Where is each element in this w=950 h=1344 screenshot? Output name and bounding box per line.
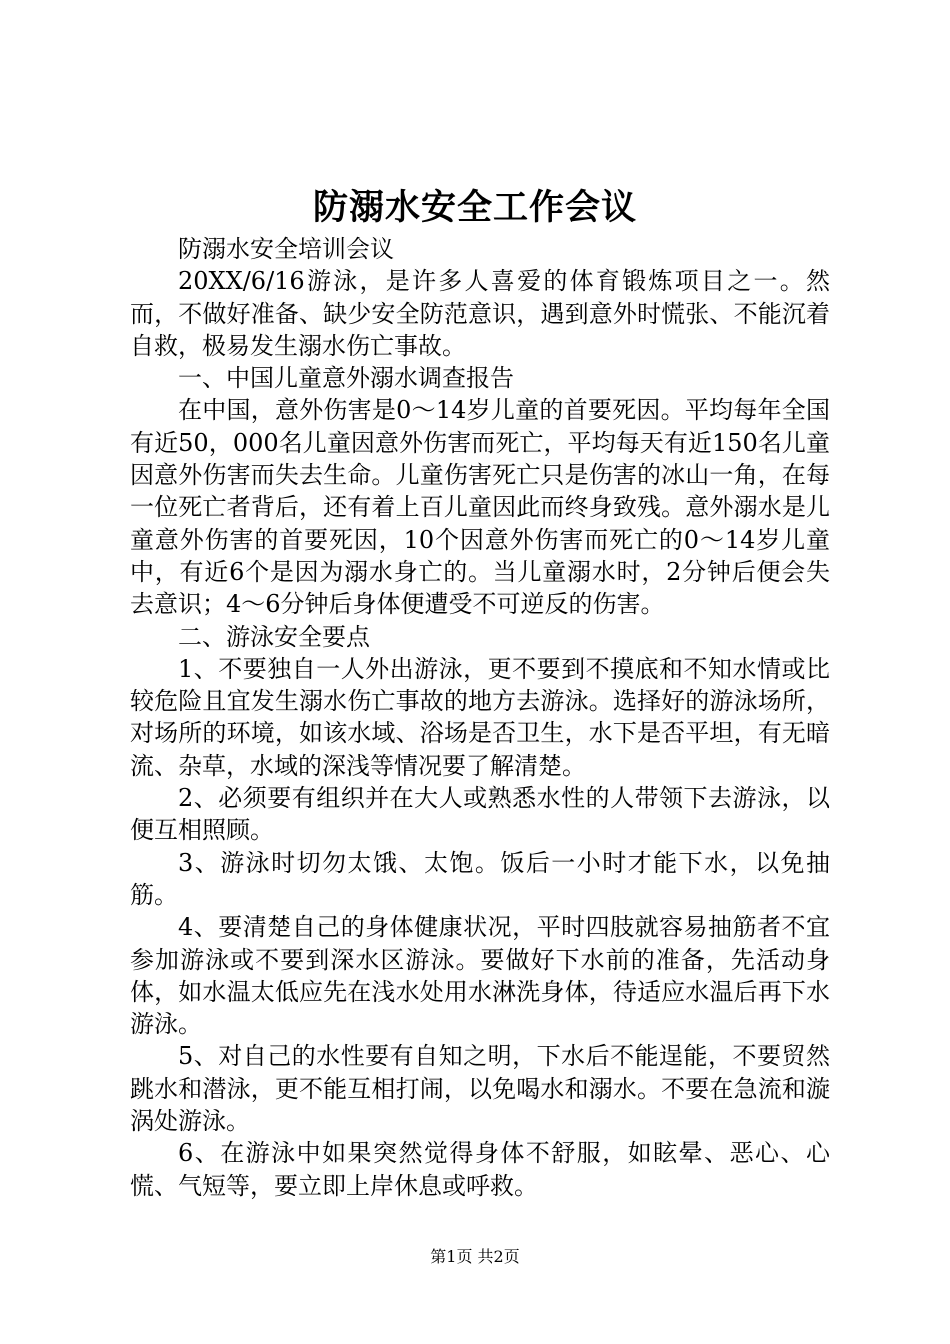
safety-point-2: 2、必须要有组织并在大人或熟悉水性的人带领下去游泳，以便互相照顾。 (130, 784, 830, 845)
safety-point-1: 1、不要独自一人外出游泳，更不要到不摸底和不知水情或比较危险且宜发生溺水伤亡事故的地方去游泳。选择好的游泳场所，对场所的环境，如该水域、浴场是否卫生，水下是否平坦，有无暗流、杂草，水域的深浅等情况要了解清楚。 (130, 654, 830, 780)
safety-point-3: 3、游泳时切勿太饿、太饱。饭后一小时才能下水，以免抽筋。 (130, 848, 830, 909)
section-heading-2: 二、游泳安全要点 (178, 622, 370, 651)
section-heading-1: 一、中国儿童意外溺水调查报告 (178, 364, 514, 393)
paragraph-report: 在中国，意外伤害是0～14岁儿童的首要死因。平均每年全国有近50，000名儿童因意外伤害而死亡，平均每天有近150名儿童因意外伤害而失去生命。儿童伤害死亡只是伤害的冰山一角，在每一位死亡者背后，还有着上百儿童因此而终身致残。意外溺水是儿童意外伤害的首要死因，10个因意外伤害而死亡的0～14岁儿童中，有近6个是因为溺水身亡的。当儿童溺水时，2分钟后便会失去意识；4～6分钟后身体便遭受不可逆反的伤害。 (130, 396, 830, 619)
document-title: 防溺水安全工作会议 (312, 187, 637, 228)
document-body (130, 233, 830, 1202)
paragraph-subtitle: 防溺水安全培训会议 (178, 235, 394, 263)
page-number-footer: 第1页 共2页 (430, 1247, 520, 1266)
paragraph-intro: 20XX/6/16游泳，是许多人喜爱的体育锻炼项目之一。然而，不做好准备、缺少安全防范意识，遇到意外时慌张、不能沉着自救，极易发生溺水伤亡事故。 (130, 267, 830, 360)
safety-point-4: 4、要清楚自己的身体健康状况，平时四肢就容易抽筋者不宜参加游泳或不要到深水区游泳。要做好下水前的准备，先活动身体，如水温太低应先在浅水处用水淋洗身体，待适应水温后再下水游泳。 (130, 913, 830, 1039)
safety-point-6: 6、在游泳中如果突然觉得身体不舒服，如眩晕、恶心、心慌、气短等，要立即上岸休息或呼救。 (130, 1139, 830, 1200)
safety-point-5: 5、对自己的水性要有自知之明，下水后不能逞能，不要贸然跳水和潜泳，更不能互相打闹，以免喝水和溺水。不要在急流和漩涡处游泳。 (130, 1042, 830, 1136)
